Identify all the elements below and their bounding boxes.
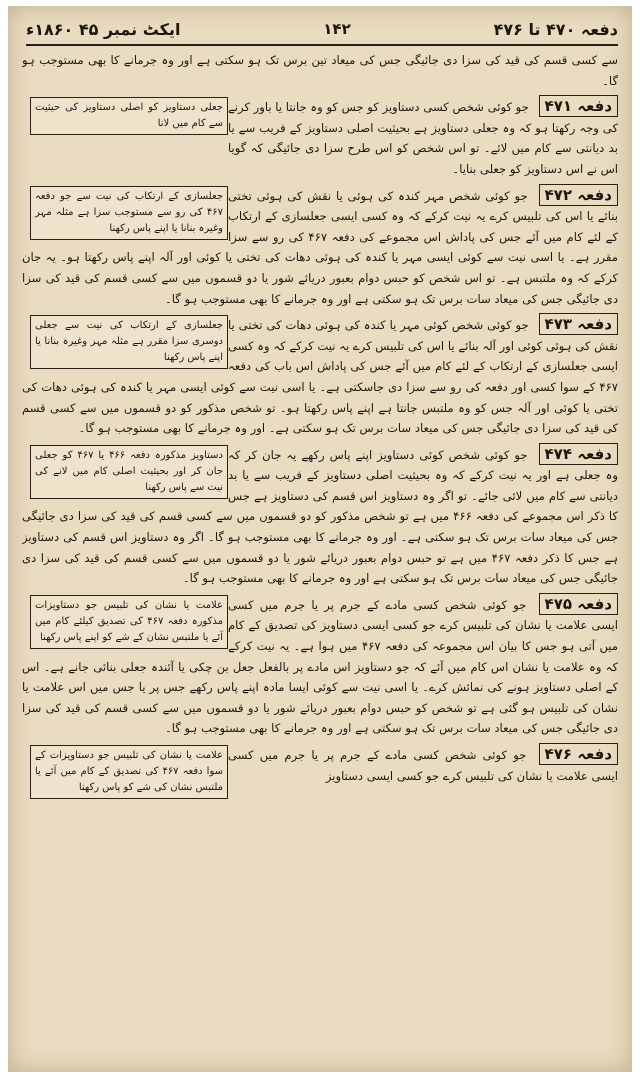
section-472-text: جو کوئی شخص مہر کندہ کی ہوئی یا نقش کی ہوئی تختی بنائے یا اس کی تلبیس کرے یہ نیت کرکے کہ وہ کسی ایسی جعلسازی کے ارتکاب کے لئے کام میں آئے جس کی پاداش اس مجموعے کی دفعہ ۴۶۷ کی رو سے سزا مقرر ہے۔ یا اسی نیت سے کوئی ایسی مہر یا کندہ کی ہوئی دھات کی تختی یا کوئی اور آلہ اپنے پاس رکھتا ہو۔ یہ جان کرکے کہ وہ ملتبس ہے۔ تو اس شخص کو حبس دوام بعبور دریائے شور یا دو قسموں میں سے کسی قسم کی قید کی سزا دی جائیگی جس کی میعاد سات برس تک ہو سکتی ہے اور وہ جرمانے کا بھی مستوجب ہو گا۔ (22, 188, 618, 306)
intro-paragraph: سے کسی قسم کی قید کی سزا دی جائیگی جس کی میعاد تین برس تک ہو سکتی ہے اور وہ جرمانے کا بھی مستوجب ہو گا۔ (22, 53, 618, 88)
section-475-heading: دفعہ ۴۷۵ (539, 593, 618, 615)
section-474 (22, 443, 618, 589)
section-471-text: جو کوئی شخص کسی دستاویز کو جس کو وہ جانتا یا باور کرنے کی وجہ رکھتا ہو کہ وہ جعلی دستاویز ہے بحیثیت اصلی دستاویز کے فریب سے یا بد دیانتی سے کام میں لائے۔ تو اس شخص کو اس طرح سزا دی جائیگی کہ گویا اس نے اس دستاویز کو جعلی بنایا۔ (228, 100, 618, 176)
document-page (8, 6, 632, 1072)
section-474-text: جو کوئی شخص کوئی دستاویز اپنے پاس رکھے یہ جان کر کہ وہ جعلی ہے اور یہ نیت کرکے کہ وہ بحیثیت اصلی دستاویز کے فریب سے یا بد دیانتی سے کام میں لائی جائے۔ تو اگر وہ دستاویز اس قسم کی دستاویز ہے جس کا ذکر اس مجموعے کی دفعہ ۴۶۶ میں ہے تو شخص مذکور کو دو قسموں میں سے کسی قسم کی قید کی سزا دی جائیگی جس کی میعاد سات برس تک ہو سکتی ہے۔ اور وہ جرمانے کا بھی مستوجب ہو گا۔ اگر وہ دستاویز اس قسم کی دستاویز ہے جس کا ذکر دفعہ ۴۶۷ میں ہے تو حبس دوام بعبور دریائے شور یا دو قسموں میں سے کسی قسم کی قید کی سزا دی جائیگی جس کی میعاد سات برس تک ہو سکتی ہے اور وہ جرمانے کا بھی مستوجب ہو گا۔ (22, 447, 618, 586)
page-number: ۱۴۲ (323, 20, 351, 38)
section-473 (22, 313, 618, 439)
section-476-heading: دفعہ ۴۷۶ (539, 743, 618, 765)
section-476-margin-note: علامت یا نشان کی تلبیس جو دستاویزات کے سوا دفعہ ۴۶۷ کی تصدیق کے کام میں آئے یا ملتبس نشان کی شے کو پاس رکھنا (30, 745, 228, 799)
section-472 (22, 184, 618, 310)
section-472-heading: دفعہ ۴۷۲ (539, 184, 618, 206)
section-472-margin-note: جعلسازی کے ارتکاب کی نیت سے جو دفعہ ۴۶۷ کی رو سے مستوجب سزا ہے مثلہ مہر وغیرہ بنانا یا اپنے پاس رکھنا (30, 186, 228, 240)
section-474-heading: دفعہ ۴۷۴ (539, 443, 618, 465)
section-475-text: جو کوئی شخص کسی مادے کے جرم پر یا جرم میں کسی ایسی علامت یا نشان کی تلبیس کرے جو کسی ایسی دستاویز کی تصدیق کے کام میں آتی ہو جس کا بیان اس مجموعہ کی دفعہ ۴۶۷ میں ہوا ہے۔ یہ نیت کرکے کہ وہ علامت یا نشان اس کام میں آئے کہ جو دستاویز اس مادے پر بالفعل جعل بن چکی یا آئندہ جعلی بنائی جانے ہے۔ اس کے اصلی دستاویز ہونے کی نمائش کرے۔ یا اسی نیت سے کوئی ایسا مادہ اپنے پاس رکھے جس پر یا جس میں اس علامت یا نشان کی تلبیس ہو گئی ہے تو شخص کو حبس دوام بعبور دریائے شور یا دو قسموں میں سے کسی قسم کی قید کی سزا دی جائیگی جس کی میعاد سات برس تک ہو سکتی ہے اور وہ جرمانے کا بھی مستوجب ہو گا۔ (22, 597, 618, 736)
header-act-title: ایکٹ نمبر ۴۵ ۱۸۶۰ء (26, 19, 181, 39)
section-473-margin-note: جعلسازی کے ارتکاب کی نیت سے جعلی دوسری سزا مقرر ہے مثلہ مہر وغیرہ بنانا یا اپنے پاس رکھنا (30, 315, 228, 369)
document-body (22, 50, 618, 1064)
section-475 (22, 593, 618, 739)
section-473-heading: دفعہ ۴۷۳ (539, 313, 618, 335)
section-471 (22, 95, 618, 179)
section-476-text: جو کوئی شخص کسی مادے کے جرم پر یا جرم میں کسی ایسی علامت یا نشان کی تلبیس کرے جو کسی ایسی دستاویز (228, 748, 618, 783)
header-section-range: دفعہ ۴۷۰ تا ۴۷۶ (493, 19, 618, 39)
section-471-heading: دفعہ ۴۷۱ (539, 95, 618, 117)
section-474-margin-note: دستاویز مذکورہ دفعہ ۴۶۶ یا ۴۶۷ کو جعلی جان کر اور بحیثیت اصلی کام میں لانے کی نیت سے پاس رکھنا (30, 445, 228, 499)
section-476 (22, 743, 618, 793)
section-475-margin-note: علامت یا نشان کی تلبیس جو دستاویزات مذکورہ دفعہ ۴۶۷ کی تصدیق کیلئے کام میں آئے یا ملتبس نشان کے شے کو اپنے پاس رکھنا (30, 595, 228, 649)
section-473-text: جو کوئی شخص کوئی مہر یا کندہ کی ہوئی دھات کی تختی یا نقش کی ہوئی کوئی اور آلہ بنائے یا اس کی تلبیس کرے یہ نیت کرکے کہ وہ کسی ایسی جعلسازی کے ارتکاب کے لئے کام میں آئے جس کی پاداش اس باب کی دفعہ ۴۶۷ کے سوا کسی اور دفعہ کی رو سے سزا دی جاسکتی ہے۔ یا اسی نیت سے کوئی ایسی مہر یا کندہ کی ہوئی دھات کی تختی یا کوئی اور آلہ جس کو وہ ملتبس جانتا ہے اپنے پاس رکھتا ہو۔ تو شخص مذکور کو دو قسموں میں سے کسی قسم کی قید کی سزا دی جائیگی جس کی میعاد سات برس تک ہو سکتی ہے۔ اور وہ جرمانے کا بھی مستوجب ہو گا۔ (22, 318, 618, 436)
running-header (26, 14, 618, 46)
section-471-margin-note: جعلی دستاویز کو اصلی دستاویز کی حیثیت سے کام میں لانا (30, 97, 228, 135)
